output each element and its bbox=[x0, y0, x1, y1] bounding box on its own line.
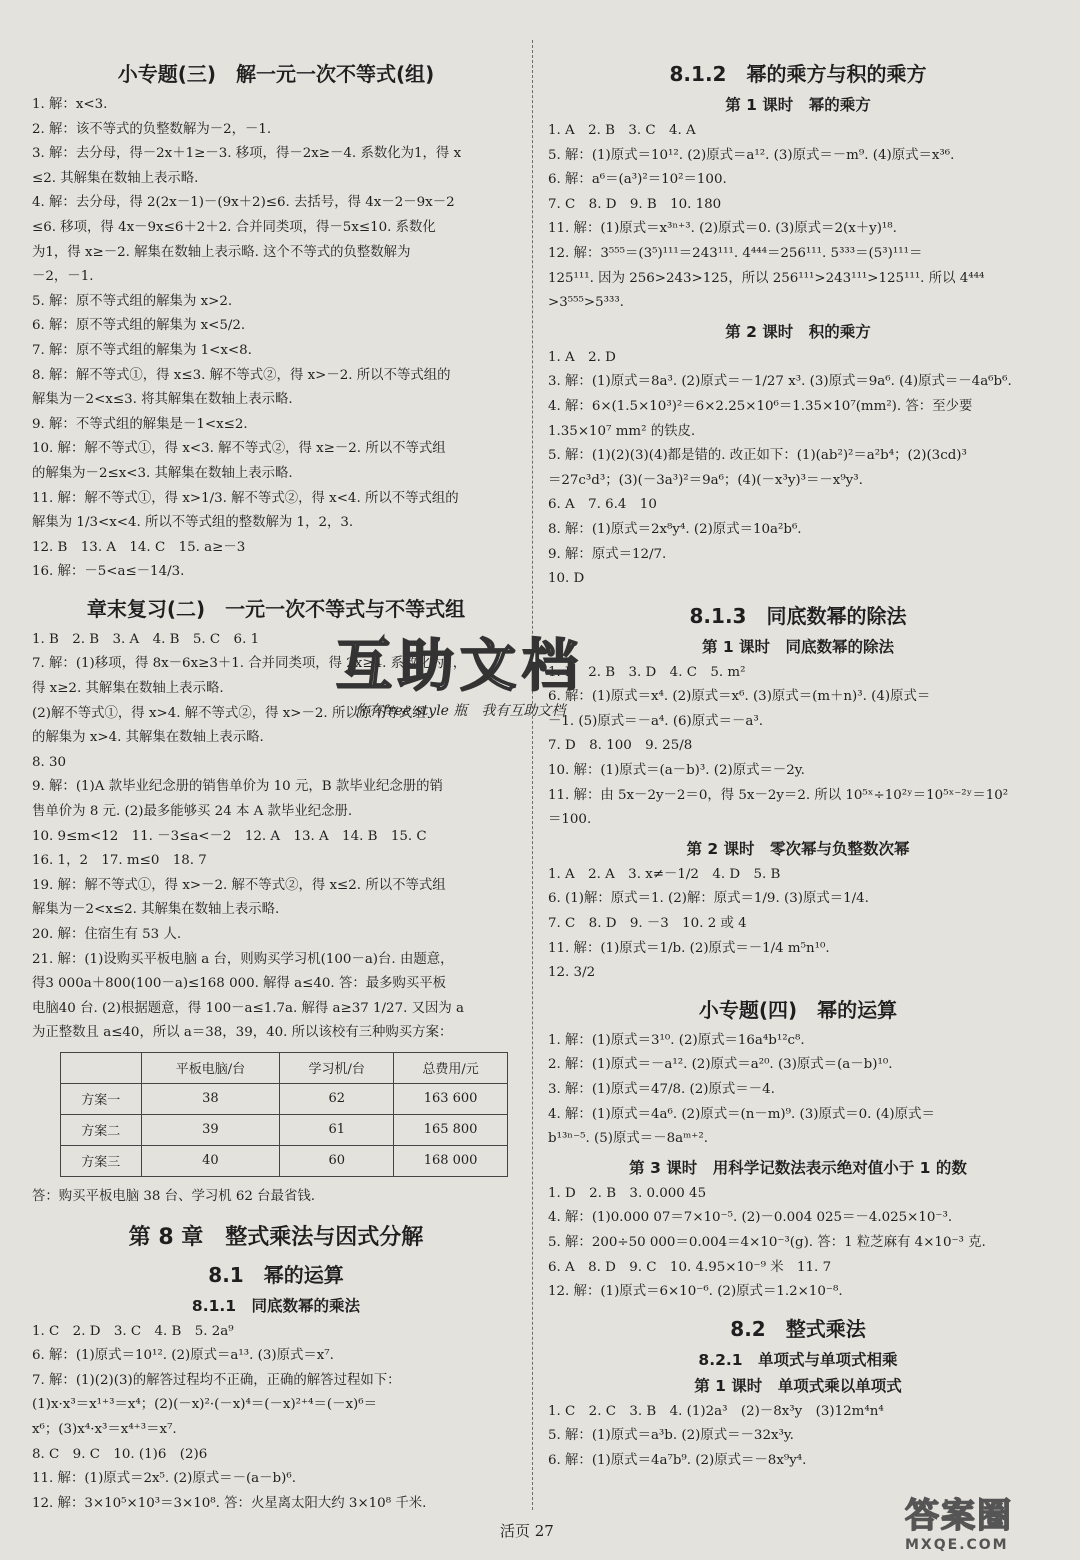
answer-line: 6. 解：a⁶＝(a³)²＝10²＝100. bbox=[548, 172, 727, 188]
table-cell: 61 bbox=[280, 1114, 394, 1145]
subsection-title: 第 3 课时 用科学记数法表示绝对值小于 1 的数 bbox=[629, 1158, 967, 1177]
answer-line: 8. 解：(1)原式＝2x⁸y⁴. (2)原式＝10a²b⁶. bbox=[548, 521, 802, 537]
answer-line: 12. 解：(1)原式＝6×10⁻⁶. (2)原式＝1.2×10⁻⁸. bbox=[548, 1284, 843, 1300]
answer-line: 1. C 2. C 3. B 4. (1)2a³ (2)－8x³y (3)12m⁴n⁴ bbox=[548, 1403, 884, 1419]
answer-line: 7. 解：(1)(2)(3)的解答过程均不正确，正确的解答过程如下： bbox=[32, 1372, 401, 1388]
table-cell: 方案二 bbox=[61, 1114, 142, 1145]
answer-list bbox=[548, 1400, 1048, 1474]
answer-line: 5. 解：(1)(2)(3)(4)都是错的. 改正如下：(1)(ab²)²＝a²b⁴；(2)(3cd)³ bbox=[548, 448, 967, 464]
answer-line: 10. 9≤m<12 11. －3≤a<－2 12. A 13. A 14. B 15. C bbox=[32, 828, 427, 844]
answer-line: 1. B 2. B 3. D 4. C 5. m² bbox=[548, 664, 746, 680]
table-cell: 40 bbox=[141, 1145, 280, 1176]
answer-line: ＝27c³d³；(3)(－3a³)²＝9a⁶；(4)(－x³y)³＝－x⁹y³. bbox=[548, 472, 863, 488]
answer-line: 6. A 7. 6.4 10 bbox=[548, 497, 657, 513]
table-cell: 62 bbox=[280, 1083, 394, 1114]
section-title: 8.1 幂的运算 bbox=[208, 1262, 344, 1287]
answer-line: 9. 解：(1)A 款毕业纪念册的销售单价为 10 元，B 款毕业纪念册的销 bbox=[32, 779, 443, 795]
answer-line: x⁶；(3)x⁴·x³＝x⁴⁺³＝x⁷. bbox=[32, 1421, 177, 1437]
answer-line: 6. A 8. D 9. C 10. 4.95×10⁻⁹ 米 11. 7 bbox=[548, 1259, 832, 1275]
answer-line: 11. 解：(1)原式＝x³ⁿ⁺³. (2)原式＝0. (3)原式＝2(x＋y)¹⁸. bbox=[548, 221, 897, 237]
answer-line: 解集为 1/3<x<4. 所以不等式组的整数解为 1，2，3. bbox=[32, 515, 354, 531]
answer-line: ≤6. 移项，得 4x－9x≤6＋2＋2. 合并同类项，得－5x≤10. 系数化 bbox=[32, 219, 436, 235]
answer-line: 2. 解：该不等式的负整数解为－2，－1. bbox=[32, 121, 272, 137]
answer-line: 12. 3/2 bbox=[548, 965, 596, 981]
answer-line: 5. 解：200÷50 000＝0.004＝4×10⁻³(g). 答：1 粒芝麻有 4×10⁻³ 克. bbox=[548, 1234, 986, 1250]
answer-line: b¹³ⁿ⁻⁵. (5)原式＝－8aᵐ⁺². bbox=[548, 1131, 708, 1147]
table-answer: 答：购买平板电脑 38 台、学习机 62 台最省钱. bbox=[32, 1188, 315, 1204]
answer-line: 1. D 2. B 3. 0.000 45 bbox=[548, 1185, 707, 1201]
answer-line: 7. 解：(1)移项，得 8x－6x≥3＋1. 合并同类项，得 2x≥4. 系数化为1， bbox=[32, 656, 467, 672]
chapter-title: 第 8 章 整式乘法与因式分解 bbox=[128, 1224, 424, 1250]
answer-line: 1. 解：(1)原式＝3¹⁰. (2)原式＝16a⁴b¹²c⁸. bbox=[548, 1032, 805, 1048]
table-cell: 38 bbox=[141, 1083, 280, 1114]
answer-line: 8. 解：解不等式①，得 x≤3. 解不等式②，得 x>－2. 所以不等式组的 bbox=[32, 367, 451, 383]
subsection-title: 8.2.1 单项式与单项式相乘 bbox=[698, 1350, 898, 1369]
watermark-slogan: 你有free style 瓶 我有互助文档 bbox=[354, 703, 566, 719]
answer-line: 5. 解：(1)原式＝10¹². (2)原式＝a¹². (3)原式＝－m⁹. (4)原式＝x³⁶. bbox=[548, 147, 955, 163]
answer-line: 7. C 8. D 9. B 10. 180 bbox=[548, 196, 722, 212]
answer-line: 6. (1)解：原式＝1. (2)解：原式＝1/9. (3)原式＝1/4. bbox=[548, 891, 869, 907]
answer-line: 4. 解：去分母，得 2(2x－1)－(9x＋2)≤6. 去括号，得 4x－2－9x－2 bbox=[32, 195, 455, 211]
table-cell: 163 600 bbox=[394, 1083, 508, 1114]
answer-line: 21. 解：(1)设购买平板电脑 a 台，则购买学习机(100－a)台. 由题意， bbox=[32, 951, 454, 967]
corner-logo bbox=[905, 1488, 1065, 1552]
answer-line: 7. 解：原不等式组的解集为 1<x<8. bbox=[32, 342, 252, 358]
column-divider bbox=[532, 40, 533, 1510]
answer-line: 5. 解：(1)原式＝a³b. (2)原式＝－32x³y. bbox=[548, 1428, 794, 1444]
answer-line: 4. 解：(1)原式＝4a⁶. (2)原式＝(n－m)⁹. (3)原式＝0. (4)原式＝ bbox=[548, 1106, 935, 1122]
answer-line: 8. C 9. C 10. (1)6 (2)6 bbox=[32, 1446, 208, 1462]
answer-line: 的解集为 x>4. 其解集在数轴上表示略. bbox=[32, 730, 264, 746]
answer-line: 1. A 2. B 3. C 4. A bbox=[548, 123, 696, 138]
answer-line: 电脑40 台. (2)根据题意，得 100－a≤1.7a. 解得 a≥37 1/27. 又因为 a bbox=[32, 1000, 465, 1016]
answer-line: 10. D bbox=[548, 571, 585, 587]
answer-line: >3⁵⁵⁵>5³³³. bbox=[548, 295, 624, 311]
answer-list bbox=[548, 661, 1048, 833]
answer-line: 1.35×10⁷ mm² 的铁皮. bbox=[548, 423, 696, 439]
answer-line: 5. 解：原不等式组的解集为 x>2. bbox=[32, 293, 233, 309]
answer-list bbox=[548, 119, 1048, 316]
right-column bbox=[548, 50, 1048, 1474]
table-row bbox=[61, 1145, 508, 1176]
answer-line: 11. 解：(1)原式＝1/b. (2)原式＝－1/4 m⁵n¹⁰. bbox=[548, 940, 830, 956]
table-cell: 39 bbox=[141, 1114, 280, 1145]
page-number: 活页 27 bbox=[500, 1522, 554, 1540]
answer-line: 6. 解：(1)原式＝4a⁷b⁹. (2)原式＝－8x⁹y⁴. bbox=[548, 1452, 807, 1468]
answer-line: 1. A 2. A 3. x≠－1/2 4. D 5. B bbox=[548, 866, 781, 882]
answer-line: (1)x·x³＝x¹⁺³＝x⁴；(2)(－x)²·(－x)⁴＝(－x)²⁺⁴＝(－x)⁶＝ bbox=[32, 1397, 378, 1413]
subsection-title: 第 2 课时 积的乘方 bbox=[725, 322, 871, 341]
table-cell: 168 000 bbox=[394, 1145, 508, 1176]
table-row bbox=[61, 1114, 508, 1145]
answer-line: 10. 解：解不等式①，得 x<3. 解不等式②，得 x≥－2. 所以不等式组 bbox=[32, 441, 446, 457]
answer-line: 11. 解：解不等式①，得 x>1/3. 解不等式②，得 x<4. 所以不等式组的 bbox=[32, 490, 459, 506]
section-title: 小专题(三) 解一元一次不等式(组) bbox=[117, 62, 435, 86]
answer-line: 解集为－2<x≤3. 将其解集在数轴上表示略. bbox=[32, 392, 293, 408]
answer-line: －2，－1. bbox=[32, 269, 94, 285]
answer-line: 11. 解：(1)原式＝2x⁵. (2)原式＝－(a－b)⁶. bbox=[32, 1471, 296, 1487]
corner-logo-url: MXQE.COM bbox=[905, 1537, 1009, 1553]
subsection-title: 第 1 课时 单项式乘以单项式 bbox=[694, 1376, 902, 1395]
table-header-cell: 平板电脑/台 bbox=[141, 1052, 280, 1083]
answer-line: 6. 解：(1)原式＝10¹². (2)原式＝a¹³. (3)原式＝x⁷. bbox=[32, 1348, 334, 1364]
answer-list bbox=[548, 346, 1048, 592]
table-header-cell: 学习机/台 bbox=[280, 1052, 394, 1083]
answer-line: 得3 000a＋800(100－a)≤168 000. 解得 a≤40. 答：最多购买平板 bbox=[32, 976, 447, 992]
table-header-cell bbox=[61, 1052, 142, 1083]
table-row bbox=[61, 1083, 508, 1114]
table-cell: 165 800 bbox=[394, 1114, 508, 1145]
answer-line: 12. 解：3×10⁵×10³＝3×10⁸. 答：火星离太阳大约 3×10⁸ 千米. bbox=[32, 1495, 427, 1511]
answer-line: 3. 解：去分母，得－2x＋1≥－3. 移项，得－2x≥－4. 系数化为1，得 x bbox=[32, 146, 462, 162]
answer-line: 售单价为 8 元. (2)最多能够买 24 本 A 款毕业纪念册. bbox=[32, 804, 353, 820]
section-title: 8.1.2 幂的乘方与积的乘方 bbox=[669, 62, 927, 86]
answer-line: 7. C 8. D 9. －3 10. 2 或 4 bbox=[548, 916, 747, 932]
watermark-logo bbox=[300, 622, 620, 732]
answer-line: 解集为－2<x≤2. 其解集在数轴上表示略. bbox=[32, 902, 280, 918]
answer-line: 16. 1，2 17. m≤0 18. 7 bbox=[32, 853, 207, 869]
answer-line: 12. 解：3⁵⁵⁵＝(3⁵)¹¹¹＝243¹¹¹. 4⁴⁴⁴＝256¹¹¹. 5³³³＝(5³)¹¹¹＝ bbox=[548, 245, 923, 261]
answer-line: 19. 解：解不等式①，得 x>－2. 解不等式②，得 x≤2. 所以不等式组 bbox=[32, 877, 446, 893]
answer-line: 125¹¹¹. 因为 256>243>125，所以 256¹¹¹>243¹¹¹>125¹¹¹. 所以 4⁴⁴⁴ bbox=[548, 270, 985, 286]
left-column bbox=[32, 50, 520, 1516]
table-cell: 方案一 bbox=[61, 1083, 142, 1114]
answer-line: 16. 解：－5<a≤－14/3. bbox=[32, 564, 185, 580]
answer-line: 为1，得 x≥－2. 解集在数轴上表示略. 这个不等式的负整数解为 bbox=[32, 244, 411, 260]
answer-line: ≤2. 其解集在数轴上表示略. bbox=[32, 170, 199, 186]
answer-list bbox=[32, 1320, 520, 1517]
answer-line: 11. 解：由 5x－2y－2＝0，得 5x－2y＝2. 所以 10⁵ˣ÷10²ʸ＝10⁵ˣ⁻²ʸ＝10² bbox=[548, 787, 1009, 803]
answer-line: 9. 解：原式＝12/7. bbox=[548, 546, 667, 562]
section-title: 章末复习(二) 一元一次不等式与不等式组 bbox=[86, 596, 466, 621]
subsection-title: 第 1 课时 幂的乘方 bbox=[725, 96, 871, 114]
subsection-title: 8.1.1 同底数幂的乘法 bbox=[191, 1296, 361, 1315]
answer-list bbox=[32, 93, 520, 585]
answer-list bbox=[548, 1182, 1048, 1305]
answer-line: 1. A 2. D bbox=[548, 349, 616, 365]
corner-logo-text: 答案圈 bbox=[905, 1496, 1013, 1536]
section-title: 8.1.3 同底数幂的除法 bbox=[689, 603, 907, 628]
answer-line: 2. 解：(1)原式＝－a¹². (2)原式＝a²⁰. (3)原式＝(a－b)¹⁰. bbox=[548, 1057, 893, 1073]
purchase-plan-table bbox=[60, 1052, 508, 1177]
answer-list bbox=[548, 863, 1048, 986]
answer-list bbox=[548, 1029, 1048, 1152]
section-title: 小专题(四) 幂的运算 bbox=[698, 997, 898, 1022]
answer-line: 4. 解：6×(1.5×10³)²＝6×2.25×10⁶＝1.35×10⁷(mm²). 答：至少要 bbox=[548, 398, 973, 414]
answer-line: 8. 30 bbox=[32, 754, 67, 770]
table-cell: 方案三 bbox=[61, 1145, 142, 1176]
answer-line: 为正整数且 a≤40，所以 a＝38，39，40. 所以该校有三种购买方案： bbox=[32, 1025, 453, 1041]
table-header-row bbox=[61, 1052, 508, 1083]
answer-line: ＝100. bbox=[548, 812, 592, 828]
answer-line: 6. 解：(1)原式＝x⁴. (2)原式＝x⁶. (3)原式＝(m＋n)³. (4)原式＝ bbox=[548, 689, 931, 705]
section-title: 8.2 整式乘法 bbox=[730, 1316, 866, 1341]
answer-line: (2)解不等式①，得 x>4. 解不等式②，得 x>－2. 所以原不等式组 bbox=[32, 705, 426, 721]
answer-line: 的解集为－2≤x<3. 其解集在数轴上表示略. bbox=[32, 465, 293, 481]
subsection-title: 第 1 课时 同底数幂的除法 bbox=[701, 637, 895, 656]
answer-line: 20. 解：住宿生有 53 人. bbox=[32, 927, 182, 942]
answer-line: 3. 解：(1)原式＝47/8. (2)原式＝－4. bbox=[548, 1082, 775, 1097]
answer-line: 1. 解：x<3. bbox=[32, 97, 108, 112]
answer-line: 7. D 8. 100 9. 25/8 bbox=[548, 738, 693, 754]
answer-line: 4. 解：(1)0.000 07＝7×10⁻⁵. (2)－0.004 025＝－4.025×10⁻³. bbox=[548, 1210, 953, 1226]
answer-line: 12. B 13. A 14. C 15. a≥－3 bbox=[32, 539, 246, 555]
answer-line: 得 x≥2. 其解集在数轴上表示略. bbox=[32, 681, 224, 697]
answer-line: －1. (5)原式＝－a⁴. (6)原式＝－a³. bbox=[548, 713, 763, 729]
answer-line: 10. 解：(1)原式＝(a－b)³. (2)原式＝－2y. bbox=[548, 763, 805, 779]
answer-line: 1. B 2. B 3. A 4. B 5. C 6. 1 bbox=[32, 631, 260, 647]
answer-line: 1. C 2. D 3. C 4. B 5. 2a⁹ bbox=[32, 1323, 234, 1339]
table-header-cell: 总费用/元 bbox=[394, 1052, 508, 1083]
answer-line: 9. 解：不等式组的解集是－1<x≤2. bbox=[32, 416, 248, 432]
subsection-title: 第 2 课时 零次幂与负整数次幂 bbox=[686, 839, 910, 858]
table-cell: 60 bbox=[280, 1145, 394, 1176]
answer-line: 6. 解：原不等式组的解集为 x<5/2. bbox=[32, 318, 246, 334]
watermark-text: 互助文档 bbox=[336, 634, 584, 699]
answer-line: 3. 解：(1)原式＝8a³. (2)原式＝－1/27 x³. (3)原式＝9a⁶. (4)原式＝－4a⁶b⁶. bbox=[548, 374, 1012, 390]
